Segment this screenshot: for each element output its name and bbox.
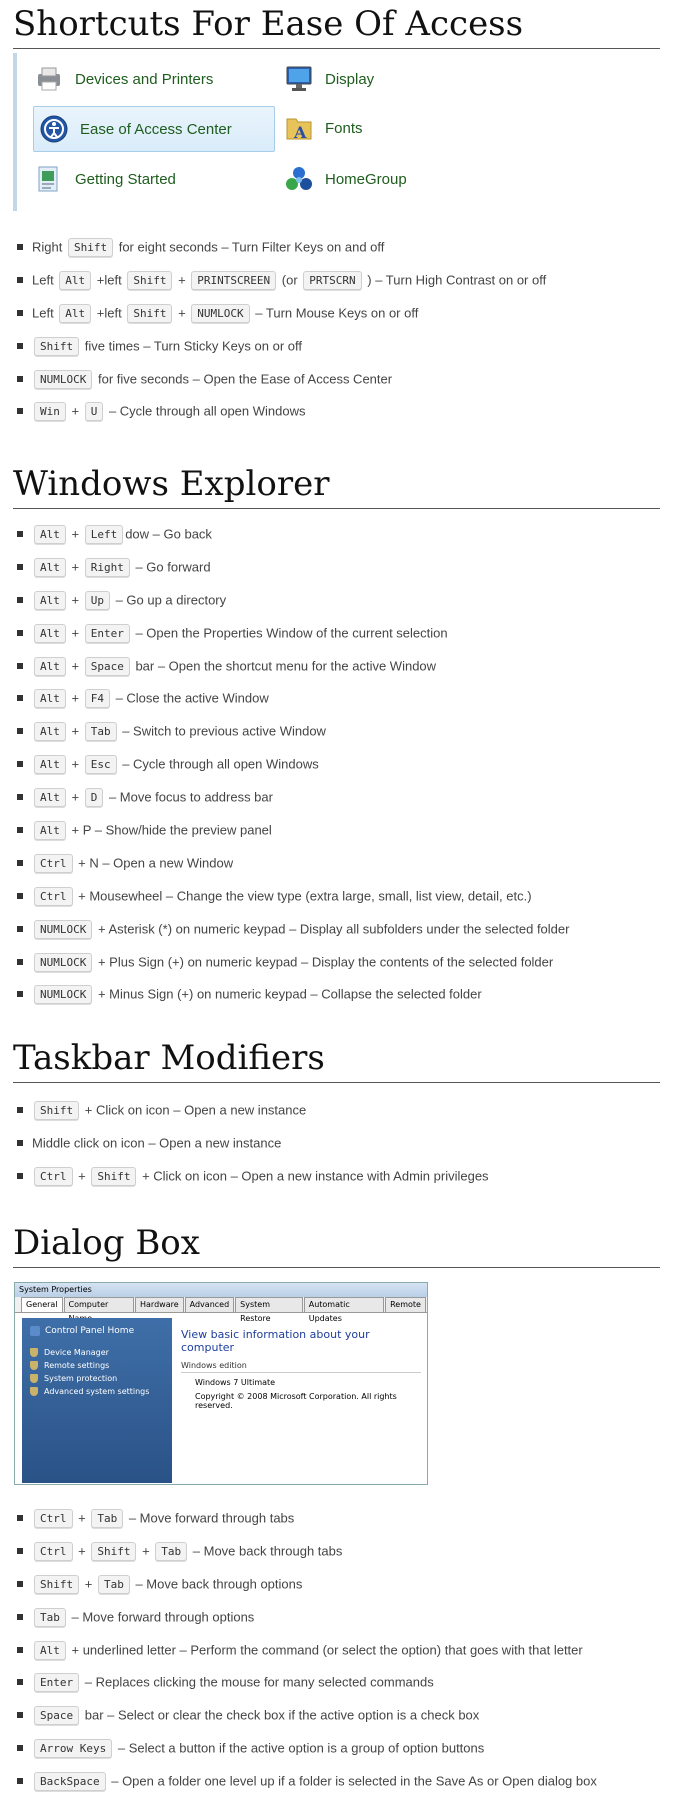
dialog-tab: Remote [385,1297,426,1312]
dialog-tab: Automatic Updates [304,1297,384,1312]
item-text: – Go forward [131,559,211,575]
item-text: Left [32,305,58,321]
item-text: + [81,1576,96,1592]
key-cap: Alt [34,657,66,676]
key-cap: Left [85,525,124,544]
item-text: – Move back through tabs [189,1543,343,1559]
bullet-icon [17,761,23,767]
dialog-sidebar-link [22,1357,172,1370]
item-text: dow – Go back [125,526,212,542]
cp-item-label: Display [325,70,375,88]
ease-of-access-icon [38,113,70,145]
key-cap: PRTSCRN [303,271,361,290]
bullet-icon [17,376,23,382]
cp-item-label: Getting Started [75,170,176,188]
key-cap: Alt [34,788,66,807]
key-cap: Ctrl [34,1542,73,1561]
key-cap: NUMLOCK [34,985,92,1004]
key-cap: NUMLOCK [191,304,249,323]
list-item [0,887,569,920]
bullet-icon [17,1745,23,1751]
key-cap: Shift [127,271,172,290]
item-text: + Mousewheel – Change the view type (extra large, small, list view, detail, etc.) [74,888,532,904]
key-cap: Ctrl [34,1167,73,1186]
list-item [0,1608,597,1641]
item-text: – Move back through options [131,1576,303,1592]
item-text: – Open a folder one level up if a folder is selected in the Save As or Open dialog box [107,1773,597,1789]
section-title: Shortcuts For Ease Of Access [13,4,660,49]
bullet-icon [17,277,23,283]
dialog-tab: General [21,1297,63,1312]
bullet-icon [17,991,23,997]
item-text: Right [32,239,66,255]
key-cap: Tab [34,1608,66,1627]
item-text: + [67,592,83,608]
key-cap: Shift [34,1575,79,1594]
bullet-icon [17,1548,23,1554]
item-text: + Plus Sign (+) on numeric keypad – Display the contents of the selected folder [94,954,554,970]
item-text: + [74,1168,90,1184]
item-text: bar – Select or clear the check box if the active option is a check box [81,1707,480,1723]
bullet-icon [17,1647,23,1653]
item-text: + Click on icon – Open a new instance [81,1102,307,1118]
dialog-main [181,1318,421,1410]
item-text: for five seconds – Open the Ease of Access Center [94,371,393,387]
item-text: + Asterisk (*) on numeric keypad – Display all subfolders under the selected folder [94,921,570,937]
item-text: + Minus Sign (+) on numeric keypad – Collapse the selected folder [94,987,482,1003]
control-panel-items [13,53,407,211]
item-text: – Cycle through all open Windows [118,756,319,772]
key-cap: Win [34,402,66,421]
sidebar-link-text: Device Manager [44,1348,109,1357]
dialog-sidebar-link [22,1344,172,1357]
cp-devices-and-printers[interactable] [33,57,263,101]
key-cap: Shift [127,304,172,323]
key-cap: F4 [85,689,110,708]
key-cap: Shift [34,337,79,356]
key-cap: PRINTSCREEN [191,271,276,290]
list-item [0,985,569,1018]
bullet-icon [17,1140,23,1146]
key-cap: Tab [91,1509,123,1528]
list-item [0,821,569,854]
key-cap: NUMLOCK [34,370,92,389]
key-cap: Alt [59,304,91,323]
key-cap: Ctrl [34,854,73,873]
dialog-sidebar-link [22,1370,172,1383]
bullet-icon [17,1581,23,1587]
key-cap: Tab [98,1575,130,1594]
cp-item-label: Fonts [325,119,363,137]
list-item [0,1641,597,1674]
item-text: five times – Turn Sticky Keys on or off [81,338,302,354]
key-cap: Ctrl [34,1509,73,1528]
bullet-icon [17,695,23,701]
item-text: + N – Open a new Window [74,855,234,871]
key-cap: Shift [91,1542,136,1561]
cp-display[interactable] [283,57,463,101]
item-text: bar – Open the shortcut menu for the active Window [131,658,437,674]
bullet-icon [17,1778,23,1784]
key-cap: Shift [91,1167,136,1186]
key-cap: Alt [34,821,66,840]
list-item [0,238,546,271]
key-cap: Alt [34,624,66,643]
list-item [0,657,569,690]
dialog-tab: System Restore [235,1297,303,1312]
list-item [0,689,569,722]
key-cap: Enter [34,1673,79,1692]
bullet-icon [17,926,23,932]
dialog-sidebar [22,1318,172,1483]
list-item [0,591,569,624]
list-item [0,1101,489,1134]
dialog-heading: View basic information about your computer [181,1328,370,1354]
edition-label: Windows edition [181,1361,421,1373]
list-item [0,788,569,821]
list-item [0,920,569,953]
list-item [0,624,569,657]
bullet-icon [17,728,23,734]
bullet-icon [17,408,23,414]
bullet-icon [17,1515,23,1521]
bullet-icon [17,1173,23,1179]
item-text: + [67,526,83,542]
cp-item-label: Devices and Printers [75,70,214,88]
item-text: – Replaces clicking the mouse for many selected commands [81,1675,434,1691]
item-text: + P – Show/hide the preview panel [67,822,272,838]
item-text: – Cycle through all open Windows [105,404,306,420]
key-cap: Alt [34,1641,66,1660]
key-cap: Ctrl [34,887,73,906]
key-cap: Alt [34,525,66,544]
key-cap: Space [34,1706,79,1725]
list-item [0,1167,489,1200]
control-panel-icon [30,1326,40,1336]
bullet-icon [17,597,23,603]
key-cap: Shift [68,238,113,257]
key-cap: Alt [34,591,66,610]
item-text: + [74,1510,90,1526]
item-text: – Open the Properties Window of the current selection [131,625,448,641]
key-cap: NUMLOCK [34,920,92,939]
copyright-text: Copyright © 2008 Microsoft Corporation. All rights reserved. [195,1392,397,1410]
list-item [0,1706,597,1739]
key-cap: Enter [85,624,130,643]
item-text: + [74,1543,90,1559]
printer-icon [33,63,65,95]
shield-icon [30,1374,38,1383]
section-dialog-box [0,1223,660,1268]
item-text: + [138,1543,154,1559]
key-cap: Alt [34,722,66,741]
key-cap: Tab [155,1542,187,1561]
list-item [0,854,569,887]
section-taskbar-modifiers [0,1038,660,1083]
item-text: – Switch to previous active Window [118,723,326,739]
dialog-box-shortcut-list [0,1509,597,1805]
bullet-icon [17,1614,23,1620]
list-item [0,402,546,435]
key-cap: Alt [34,558,66,577]
list-item [0,1575,597,1608]
bullet-icon [17,860,23,866]
key-cap: Tab [85,722,117,741]
list-item [0,1134,489,1167]
section-title: Windows Explorer [13,464,660,509]
section-title: Taskbar Modifiers [13,1038,660,1083]
dialog-sidebar-title [22,1318,172,1336]
cp-item-label: Ease of Access Center [80,120,232,138]
monitor-icon [283,63,315,95]
key-cap: NUMLOCK [34,953,92,972]
list-item [0,1739,597,1772]
item-text: Middle click on icon – Open a new instance [32,1135,282,1151]
item-text: + [67,625,83,641]
item-text: + [67,789,83,805]
fonts-folder-icon [283,112,315,144]
cp-ease-of-access-center[interactable] [33,106,275,152]
item-text: – Go up a directory [111,592,227,608]
item-text: – Select a button if the active option is a group of option buttons [114,1740,485,1756]
item-text: ) – Turn High Contrast on or off [363,272,547,288]
key-cap: Alt [34,689,66,708]
cp-homegroup[interactable] [283,157,463,201]
key-cap: Alt [34,755,66,774]
list-item [0,1673,597,1706]
section-ease-of-access [0,4,660,49]
key-cap: Space [85,657,130,676]
item-text: + [67,723,83,739]
system-properties-screenshot [14,1282,428,1485]
svg-text:A: A [294,123,307,142]
bullet-icon [17,827,23,833]
section-windows-explorer [0,464,660,509]
taskbar-modifiers-shortcut-list [0,1101,489,1200]
bullet-icon [17,959,23,965]
key-cap: Right [85,558,130,577]
cp-getting-started[interactable] [33,157,263,201]
key-cap: Esc [85,755,117,774]
sidebar-link-text: Remote settings [44,1361,110,1370]
item-text: (or [278,272,302,288]
dialog-title: System Properties [15,1283,427,1297]
list-item [0,525,569,558]
dialog-tabs [15,1297,427,1323]
item-text: – Close the active Window [111,691,269,707]
key-cap: BackSpace [34,1772,106,1791]
item-text: – Move forward through options [67,1609,255,1625]
item-text: – Turn Mouse Keys on or off [251,305,419,321]
list-item [0,1509,597,1542]
bullet-icon [17,630,23,636]
dialog-tab: Hardware [135,1297,184,1312]
bullet-icon [17,1679,23,1685]
item-text: + underlined letter – Perform the command (or select the option) that goes with that letter [67,1642,583,1658]
dialog-sidebar-link [22,1383,172,1396]
list-item [0,755,569,788]
key-cap: U [85,402,104,421]
list-item [0,953,569,986]
bullet-icon [17,343,23,349]
ease-of-access-shortcut-list [0,238,546,435]
list-item [0,558,569,591]
list-item [0,271,546,304]
bullet-icon [17,531,23,537]
list-item [0,1772,597,1805]
list-item [0,1542,597,1575]
item-text: + Click on icon – Open a new instance with Admin privileges [138,1168,489,1184]
bullet-icon [17,564,23,570]
cp-item-label: HomeGroup [325,170,407,188]
bullet-icon [17,663,23,669]
key-cap: Arrow Keys [34,1739,112,1758]
homegroup-icon [283,163,315,195]
item-text: + [67,658,83,674]
key-cap: Alt [59,271,91,290]
bullet-icon [17,1107,23,1113]
shield-icon [30,1361,38,1370]
dialog-tab: Advanced [185,1297,235,1312]
bullet-icon [17,1712,23,1718]
item-text: +left [93,272,126,288]
bullet-icon [17,244,23,250]
item-text: for eight seconds – Turn Filter Keys on and off [115,239,385,255]
shield-icon [30,1348,38,1357]
key-cap: Up [85,591,110,610]
item-text: +left [93,305,126,321]
bullet-icon [17,794,23,800]
item-text: – Move focus to address bar [105,789,273,805]
item-text: + [67,756,83,772]
sidebar-link-text: Advanced system settings [44,1387,150,1396]
shield-icon [30,1387,38,1396]
cp-fonts[interactable] [283,106,463,150]
getting-started-icon [33,163,65,195]
windows-explorer-shortcut-list [0,525,569,1018]
bullet-icon [17,310,23,316]
sidebar-link-text: System protection [44,1374,118,1383]
list-item [0,722,569,755]
key-cap: Shift [34,1101,79,1120]
item-text: + [67,559,83,575]
item-text: + [174,272,190,288]
sidebar-title-text: Control Panel Home [45,1326,135,1336]
item-text: – Move forward through tabs [125,1510,295,1526]
item-text: + [67,404,83,420]
dialog-tab: Computer [64,1297,134,1312]
item-text: + [174,305,190,321]
section-title: Dialog Box [13,1223,660,1268]
edition-value: Windows 7 Ultimate [195,1378,276,1387]
key-cap: D [85,788,104,807]
item-text: + [67,691,83,707]
list-item [0,337,546,370]
bullet-icon [17,893,23,899]
list-item [0,304,546,337]
list-item [0,370,546,403]
item-text: Left [32,272,58,288]
